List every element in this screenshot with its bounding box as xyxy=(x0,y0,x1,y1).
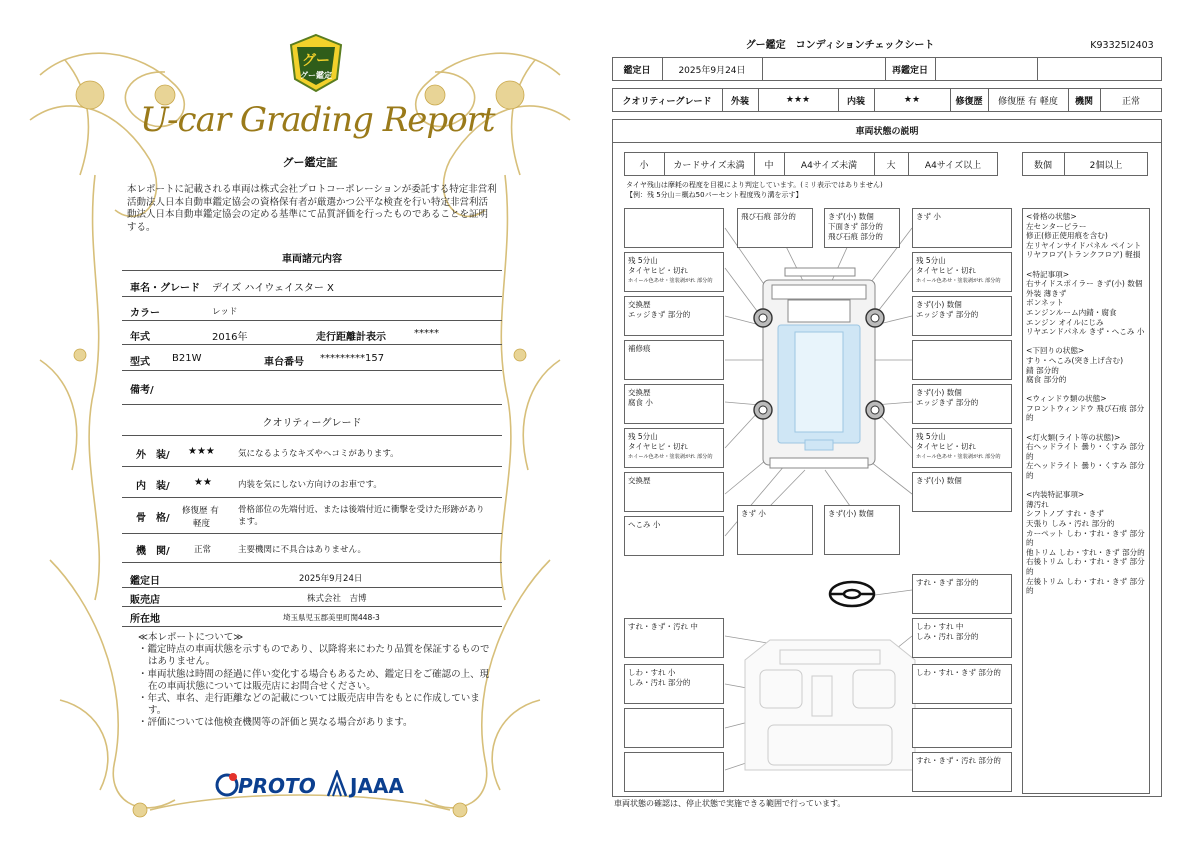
size-small-desc: カードサイズ未満 xyxy=(673,160,745,171)
divider xyxy=(122,497,502,498)
exterior-note-box: きず(小) 数個 エッジきず 部分的 xyxy=(912,384,1012,424)
count-label: 数個 xyxy=(1033,160,1052,171)
exterior-note-box: 交換歴 エッジきず 部分的 xyxy=(624,296,724,336)
note-item: ・鑑定時点の車両状態を示すものであり、以降将来にわたり品質を保証するものではありません。 xyxy=(138,644,490,668)
divider xyxy=(122,435,502,436)
exterior-stars: ★★★ xyxy=(188,446,215,457)
exterior-note-box: きず 小 xyxy=(737,505,813,555)
tire-note-1: タイヤ残山は摩耗の程度を目視により判定しています。(ミリ表示ではありません) xyxy=(626,181,883,189)
address-value: 埼玉県児玉郡美里町関448-3 xyxy=(283,613,380,622)
divider xyxy=(122,370,502,371)
date-value: 2025年9月24日 xyxy=(678,65,746,76)
divider xyxy=(122,270,502,271)
exterior-label: 外装 xyxy=(730,96,749,107)
steering-wheel-icon xyxy=(830,582,874,606)
exterior-desc: 気になるようなキズやヘコミがあります。 xyxy=(238,449,399,459)
exterior-note-box: きず(小) 数個 xyxy=(912,472,1012,512)
jaaa-logo: JAAA xyxy=(350,774,404,798)
engine-value: 正常 xyxy=(194,545,212,555)
year-value: 2016年 xyxy=(212,332,248,343)
exterior-note-box: きず(小) 数個 xyxy=(824,505,900,555)
size-large-desc: A4サイズ以上 xyxy=(924,160,982,171)
certificate-text: 本レポートに記載される車両は株式会社プロトコーポレーションが委託する特定非営利活動法人日本自動車鑑定協会の資格保有者が厳選かつ公平な検査を行い特定非営利活動法人日本自動車鑑定協会の定める基準にて品質評価を行ったものであることを証明する。 xyxy=(127,184,497,233)
size-small: 小 xyxy=(639,160,649,171)
exterior-stars: ★★★ xyxy=(785,95,811,105)
exterior-note-box: きず 小 xyxy=(912,208,1012,248)
interior-note-box: すれ・きず・汚れ 部分的 xyxy=(912,752,1012,792)
frame-value-1: 修復歴 有 xyxy=(182,506,219,516)
interior-note-box: しわ・すれ 中 しみ・汚れ 部分的 xyxy=(912,618,1012,658)
note-item: ・年式、車名、走行距離などの記載については販売店申告をもとに作成しています。 xyxy=(138,693,480,717)
interior-desc: 内装を気にしない方向けのお車です。 xyxy=(238,480,382,490)
interior-note-box xyxy=(624,708,724,748)
section-title: 車両状態の説明 xyxy=(612,119,1162,143)
exterior-note-box: きず(小) 数個 下面きず 部分的 飛び石痕 部分的 xyxy=(824,208,900,248)
divider xyxy=(122,533,502,534)
mileage-value: ***** xyxy=(414,328,439,339)
tire-rear-right-box: 残 5分山 タイヤヒビ・切れ ホイール色あせ・塗装剥がれ 部分的 xyxy=(912,428,1012,468)
engine-value: 正常 xyxy=(1121,96,1140,107)
exterior-note-box: 交換歴 xyxy=(624,472,724,512)
name-label: 車名・グレード xyxy=(130,283,200,294)
certificate-title: グー鑑定証 xyxy=(282,156,338,169)
divider xyxy=(122,344,502,345)
frame-value-2: 軽度 xyxy=(193,519,211,529)
frame-label: 骨 格/ xyxy=(136,513,170,524)
note-item: ・評価については他検査機関等の評価と異なる場合があります。 xyxy=(138,717,413,729)
size-large: 大 xyxy=(886,160,896,171)
interior-note-box: しわ・すれ 小 しみ・汚れ 部分的 xyxy=(624,664,724,704)
proto-logo: PROTO xyxy=(238,774,316,798)
address-label: 所在地 xyxy=(130,614,160,625)
remarks-label: 備考/ xyxy=(130,385,154,396)
date-label: 鑑定日 xyxy=(623,65,651,76)
divider xyxy=(122,562,502,563)
color-value: レッド xyxy=(212,307,238,317)
exterior-note-box: 補修痕 xyxy=(624,340,724,380)
sheet-id: K93325I2403 xyxy=(1090,39,1154,51)
tire-front-left-box: 残 5分山 タイヤヒビ・切れ ホイール色あせ・塗装剥がれ 部分的 xyxy=(624,252,724,292)
date-label: 鑑定日 xyxy=(130,576,160,587)
note-item: ・車両状態は時間の経過に伴い変化する場合もあるため、鑑定日をご確認の上、現在の車両状態については販売店にお問合せください。 xyxy=(138,668,490,692)
size-mid-desc: A4サイズ未満 xyxy=(800,160,858,171)
divider xyxy=(122,606,502,607)
exterior-note-box xyxy=(624,208,724,248)
quality-title: クオリティーグレード xyxy=(262,418,362,429)
divider xyxy=(122,404,502,405)
interior-note-box: すれ・きず・汚れ 中 xyxy=(624,618,724,658)
chassis-value: *********157 xyxy=(320,353,385,364)
exterior-note-box: へこみ 小 xyxy=(624,516,724,556)
repair-value: 修復歴 有 軽度 xyxy=(998,96,1058,107)
jaaa-logo-icon xyxy=(326,770,348,798)
report-notes xyxy=(138,632,498,730)
chassis-label: 車台番号 xyxy=(264,357,304,368)
name-value: デイズ ハイウェイスター X xyxy=(212,283,334,294)
interior-stars: ★★ xyxy=(903,95,921,105)
divider xyxy=(122,320,502,321)
svg-text:グー鑑定: グー鑑定 xyxy=(300,71,332,80)
repair-label: 修復歴 xyxy=(955,96,983,107)
tire-rear-left-box: 残 5分山 タイヤヒビ・切れ ホイール色あせ・塗装剥がれ 部分的 xyxy=(624,428,724,468)
interior-note-box: しわ・すれ・きず 部分的 xyxy=(912,664,1012,704)
exterior-note-box xyxy=(912,340,1012,380)
engine-label: 機 関/ xyxy=(136,546,170,557)
interior-note-box xyxy=(912,708,1012,748)
interior-label: 内装 xyxy=(846,96,865,107)
dealer-label: 販売店 xyxy=(130,595,160,606)
exterior-note-box: 飛び石痕 部分的 xyxy=(737,208,813,248)
engine-label: 機関 xyxy=(1074,96,1093,107)
notes-title: ≪本レポートについて≫ xyxy=(138,632,244,643)
divider xyxy=(122,466,502,467)
exterior-note-box: 交換歴 腐食 小 xyxy=(624,384,724,424)
tire-front-right-box: 残 5分山 タイヤヒビ・切れ ホイール色あせ・塗装剥がれ 部分的 xyxy=(912,252,1012,292)
model-value: B21W xyxy=(172,353,202,364)
tire-note-2: 【例：残 5分山＝概ね50パーセント程度残り溝を示す】 xyxy=(626,191,803,199)
frame-desc: 骨格部位の先端付近、または後端付近に衝撃を受けた形跡があります。 xyxy=(238,505,485,527)
mileage-label: 走行距離計表示 xyxy=(316,332,386,343)
proto-logo-icon xyxy=(214,772,240,798)
report-title: U-car Grading Report xyxy=(140,100,495,140)
exterior-note-box: きず(小) 数個 エッジきず 部分的 xyxy=(912,296,1012,336)
condition-check-sheet xyxy=(600,0,1200,848)
svg-text:グー: グー xyxy=(302,53,330,69)
dealer-value: 株式会社 吉博 xyxy=(307,594,367,604)
interior-note-box xyxy=(624,752,724,792)
count-value: 2個以上 xyxy=(1089,160,1123,171)
interior-stars: ★★ xyxy=(194,477,212,488)
year-label: 年式 xyxy=(130,332,150,343)
model-label: 型式 xyxy=(130,357,150,368)
engine-desc: 主要機関に不具合はありません。 xyxy=(238,545,367,555)
condition-notes: <骨格の状態> 左センターピラー 修正(修正使用痕を含む) 左リヤインサイドパネル ペイント リヤフロア(トランクフロア) 軽損 <特記事項> 右サイドスポイラー きず(小) 数個 外装 薄きず ボンネット エンジンルーム内錆・腐食 エンジン オイルにじみ リヤエンドパネル きず・へこみ 小 <下回りの状態> すり・へこみ(突き上げ含む) 錆 部分的 腐食 部分的 <ウィンドウ類の状態> フロントウィンドウ 飛び石痕 部分的 <灯火類(ライト等の状態)> 右ヘッドライト 曇り・くすみ 部分的 左ヘッドライト 曇り・くすみ 部分的 <内装特記事項> 薄汚れ シフトノブ すれ・きず 天張り しみ・汚れ 部分的 カーペット しわ・すれ・きず 部分的 他トリム しわ・すれ・きず 部分的 右後トリム しわ・すれ・きず 部分的 左後トリム しわ・すれ・きず 部分的 xyxy=(1022,208,1150,794)
divider xyxy=(122,296,502,297)
color-label: カラー xyxy=(130,308,160,319)
goo-kantei-badge-icon xyxy=(289,33,343,93)
divider xyxy=(122,587,502,588)
date-value: 2025年9月24日 xyxy=(299,574,363,584)
sheet-title: グー鑑定 コンディションチェックシート xyxy=(745,39,935,51)
steering-note-box: すれ・きず 部分的 xyxy=(912,574,1012,614)
size-mid: 中 xyxy=(764,160,774,171)
grade-label: クオリティーグレード xyxy=(622,96,712,107)
exterior-label: 外 装/ xyxy=(136,450,170,461)
redate-label: 再鑑定日 xyxy=(891,65,928,76)
interior-label: 内 装/ xyxy=(136,481,170,492)
footer-note: 車両状態の確認は、停止状態で実施できる範囲で行っています。 xyxy=(614,799,846,808)
divider xyxy=(122,626,502,627)
specs-title: 車両諸元内容 xyxy=(282,254,342,265)
